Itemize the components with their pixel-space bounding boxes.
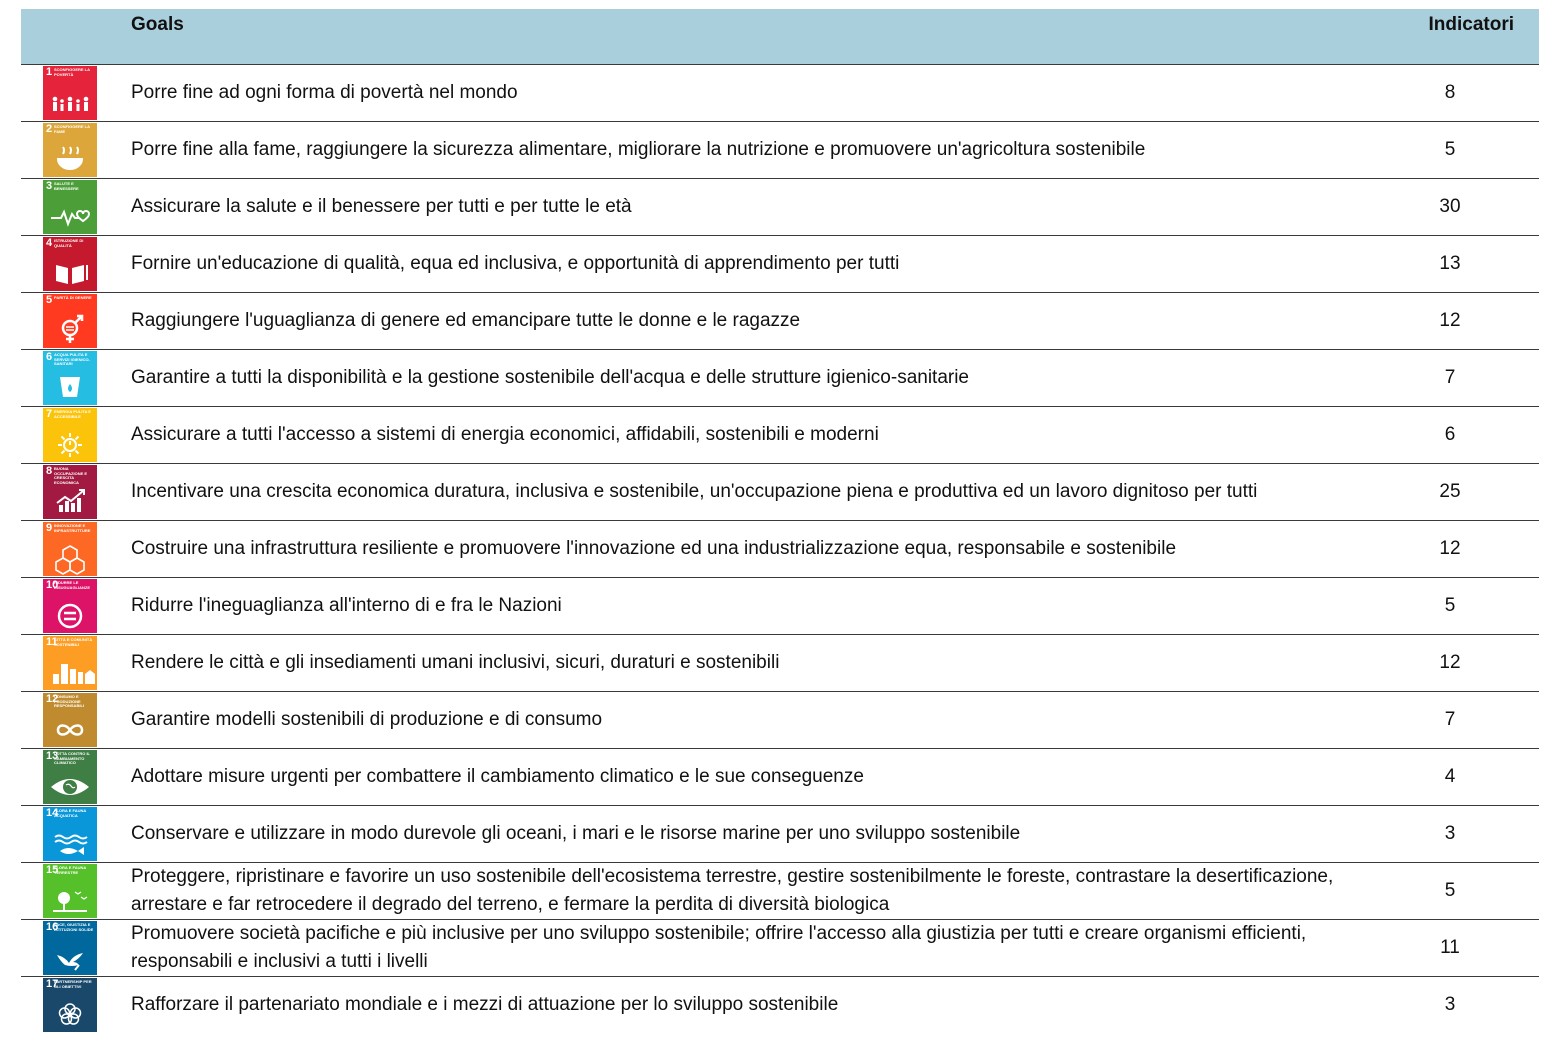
sdg-number: 2 [46, 123, 53, 135]
table-row [21, 179, 1539, 236]
table-row [21, 578, 1539, 635]
sdg-16-tile [43, 921, 97, 975]
sdg-icon-label: PACE, GIUSTIZIA E ISTITUZIONI SOLIDE [54, 922, 94, 932]
indicator-count: 8 [1444, 82, 1456, 103]
indicator-count: 11 [1440, 937, 1460, 958]
indicator-count: 5 [1444, 595, 1456, 616]
goal-description [131, 122, 1371, 178]
sdg-icon-label: ACQUA PULITA E SERVIZI IGIENICO-SANITARI [54, 352, 90, 366]
sdg-icon-label: CITTÀ E COMUNITÀ SOSTENIBILI [54, 637, 93, 647]
goal-text: Incentivare una crescita economica duratura, inclusiva e sostenibile, un'occupazione piena e produttiva ed un lavoro dignitoso per tutti [131, 481, 1258, 502]
indicator-count: 7 [1444, 709, 1456, 730]
sdg-10-tile [43, 579, 97, 633]
table-header [21, 9, 1539, 65]
sdg-icon-label: SCONFIGGERE LA POVERTÀ [54, 67, 90, 77]
goal-text: Proteggere, ripristinare e favorire un uso sostenibile dell'ecosistema terrestre, gestire sostenibilmente le foreste, contrastare la desertificazione, arrestare e far retrocedere il degrado del terreno, e fermare la perdita di diversità biologica [131, 866, 1334, 915]
sdg-icon-label: BUONA OCCUPAZIONE E CRESCITA ECONOMICA [54, 466, 88, 485]
table-row [21, 293, 1539, 350]
sdg-8-tile [43, 465, 97, 519]
header-goals: Goals [131, 14, 184, 35]
indicator-count: 13 [1439, 253, 1461, 274]
indicator-count: 4 [1444, 766, 1456, 787]
sdg-number: 5 [46, 294, 53, 306]
goal-description [131, 920, 1371, 976]
sdg-11-tile [43, 636, 97, 690]
sdg-number: 17 [46, 978, 59, 990]
sdg-6-tile [43, 351, 97, 405]
sdg-icon-label: FLORA E FAUNA TERRESTRE [54, 865, 87, 875]
indicator-count: 7 [1444, 367, 1456, 388]
sdg-icon-label: FLORA E FAUNA ACQUATICA [54, 808, 87, 818]
sdg-7-tile [43, 408, 97, 462]
sdg-number: 1 [46, 66, 53, 78]
sdg-15-tile [43, 864, 97, 918]
sdg-number: 12 [46, 693, 59, 705]
goal-description [131, 692, 1371, 748]
sdg-17-tile [43, 978, 97, 1032]
sdg-icon-label: ENERGIA PULITA E ACCESSIBILE [54, 409, 91, 419]
sdg-number: 4 [46, 237, 53, 249]
goal-text: Porre fine alla fame, raggiungere la sicurezza alimentare, migliorare la nutrizione e promuovere un'agricoltura sostenibile [131, 139, 1146, 160]
table-body [21, 65, 1539, 1033]
goal-description [131, 977, 1371, 1033]
table-row [21, 464, 1539, 521]
goal-text: Conservare e utilizzare in modo durevole gli oceani, i mari e le risorse marine per uno sviluppo sostenibile [131, 823, 1021, 844]
goal-text: Fornire un'educazione di qualità, equa ed inclusiva, e opportunità di apprendimento per tutti [131, 253, 900, 274]
table-row [21, 407, 1539, 464]
sdg-icon-label: ISTRUZIONE DI QUALITÀ [54, 238, 84, 248]
goal-description [131, 293, 1371, 349]
sdg-13-tile [43, 750, 97, 804]
indicator-count: 12 [1439, 310, 1461, 331]
sdg-3-tile [43, 180, 97, 234]
sdg-9-tile [43, 522, 97, 576]
table-row [21, 977, 1539, 1033]
table-row [21, 350, 1539, 407]
goal-description [131, 806, 1371, 862]
goal-text: Ridurre l'ineguaglianza all'interno di e fra le Nazioni [131, 595, 562, 616]
goal-description [131, 863, 1371, 919]
table-row [21, 65, 1539, 122]
goal-text: Rendere le città e gli insediamenti umani inclusivi, sicuri, duraturi e sostenibili [131, 652, 780, 673]
table-row [21, 749, 1539, 806]
sdg-number: 11 [46, 636, 58, 648]
sdg-number: 10 [46, 579, 59, 591]
sdg-1-tile [43, 66, 97, 120]
goal-description [131, 236, 1371, 292]
indicator-count: 3 [1444, 994, 1456, 1015]
sdg-number: 8 [46, 465, 53, 477]
goals-table [21, 9, 1539, 1033]
goal-description [131, 635, 1371, 691]
sdg-icon-label: RIDURRE LE DISUGUAGLIANZE [54, 580, 90, 590]
sdg-number: 14 [46, 807, 59, 819]
goal-text: Adottare misure urgenti per combattere il cambiamento climatico e le sue conseguenze [131, 766, 864, 787]
goal-text: Raggiungere l'uguaglianza di genere ed emancipare tutte le donne e le ragazze [131, 310, 801, 331]
table-row [21, 122, 1539, 179]
sdg-number: 16 [46, 921, 59, 933]
goal-text: Garantire a tutti la disponibilità e la gestione sostenibile dell'acqua e delle strutture igienico-sanitarie [131, 367, 970, 388]
sdg-icon-label: PARITÀ DI GENERE [54, 295, 92, 300]
goal-description [131, 749, 1371, 805]
goal-text: Assicurare la salute e il benessere per tutti e per tutte le età [131, 196, 632, 217]
goal-text: Promuovere società pacifiche e più inclusive per uno sviluppo sostenibile; offrire l'accesso alla giustizia per tutti e creare organismi efficienti, responsabili e inclusivi a tutti i livelli [131, 923, 1307, 972]
goal-description [131, 578, 1371, 634]
sdg-number: 15 [46, 864, 59, 876]
goal-text: Rafforzare il partenariato mondiale e i mezzi di attuazione per lo sviluppo sostenibile [131, 994, 839, 1015]
goal-description [131, 65, 1371, 121]
indicator-count: 25 [1439, 481, 1461, 502]
header-indicators: Indicatori [1428, 14, 1514, 35]
sdg-5-tile [43, 294, 97, 348]
sdg-icon-label: LOTTA CONTRO IL CAMBIAMENTO CLIMATICO [54, 751, 90, 765]
sdg-icon-label: SALUTE E BENESSERE [54, 181, 79, 191]
indicator-count: 6 [1444, 424, 1456, 445]
sdg-14-tile [43, 807, 97, 861]
table-row [21, 692, 1539, 749]
indicator-count: 12 [1439, 652, 1461, 673]
goal-description [131, 407, 1371, 463]
sdg-icon-label: INNOVAZIONE E INFRASTRUTTURE [54, 523, 91, 533]
sdg-icon-label: SCONFIGGERE LA FAME [54, 124, 90, 134]
goal-text: Assicurare a tutti l'accesso a sistemi di energia economici, affidabili, sostenibili e moderni [131, 424, 879, 445]
indicator-count: 30 [1439, 196, 1461, 217]
table-row [21, 521, 1539, 578]
indicator-count: 5 [1444, 880, 1456, 901]
sdg-icon-label: PARTNERSHIP PER GLI OBIETTIVI [54, 979, 92, 989]
sdg-icon-label: CONSUMO E PRODUZIONE RESPONSABILI [54, 694, 85, 708]
sdg-number: 9 [46, 522, 53, 534]
table-row [21, 236, 1539, 293]
indicator-count: 3 [1444, 823, 1456, 844]
goal-description [131, 521, 1371, 577]
table-row [21, 920, 1539, 977]
goal-description [131, 179, 1371, 235]
sdg-4-tile [43, 237, 97, 291]
goal-text: Garantire modelli sostenibili di produzione e di consumo [131, 709, 603, 730]
sdg-2-tile [43, 123, 97, 177]
indicator-count: 5 [1444, 139, 1456, 160]
sdg-number: 6 [46, 351, 53, 363]
indicator-count: 12 [1439, 538, 1461, 559]
sdg-number: 3 [46, 180, 53, 192]
goal-text: Costruire una infrastruttura resiliente e promuovere l'innovazione ed una industrializzazione equa, responsabile e sostenibile [131, 538, 1177, 559]
goal-description [131, 350, 1371, 406]
table-row [21, 863, 1539, 920]
sdg-12-tile [43, 693, 97, 747]
sdg-number: 13 [46, 750, 59, 762]
table-row [21, 806, 1539, 863]
goal-text: Porre fine ad ogni forma di povertà nel mondo [131, 82, 518, 103]
sdg-number: 7 [46, 408, 53, 420]
goal-description [131, 464, 1371, 520]
table-row [21, 635, 1539, 692]
